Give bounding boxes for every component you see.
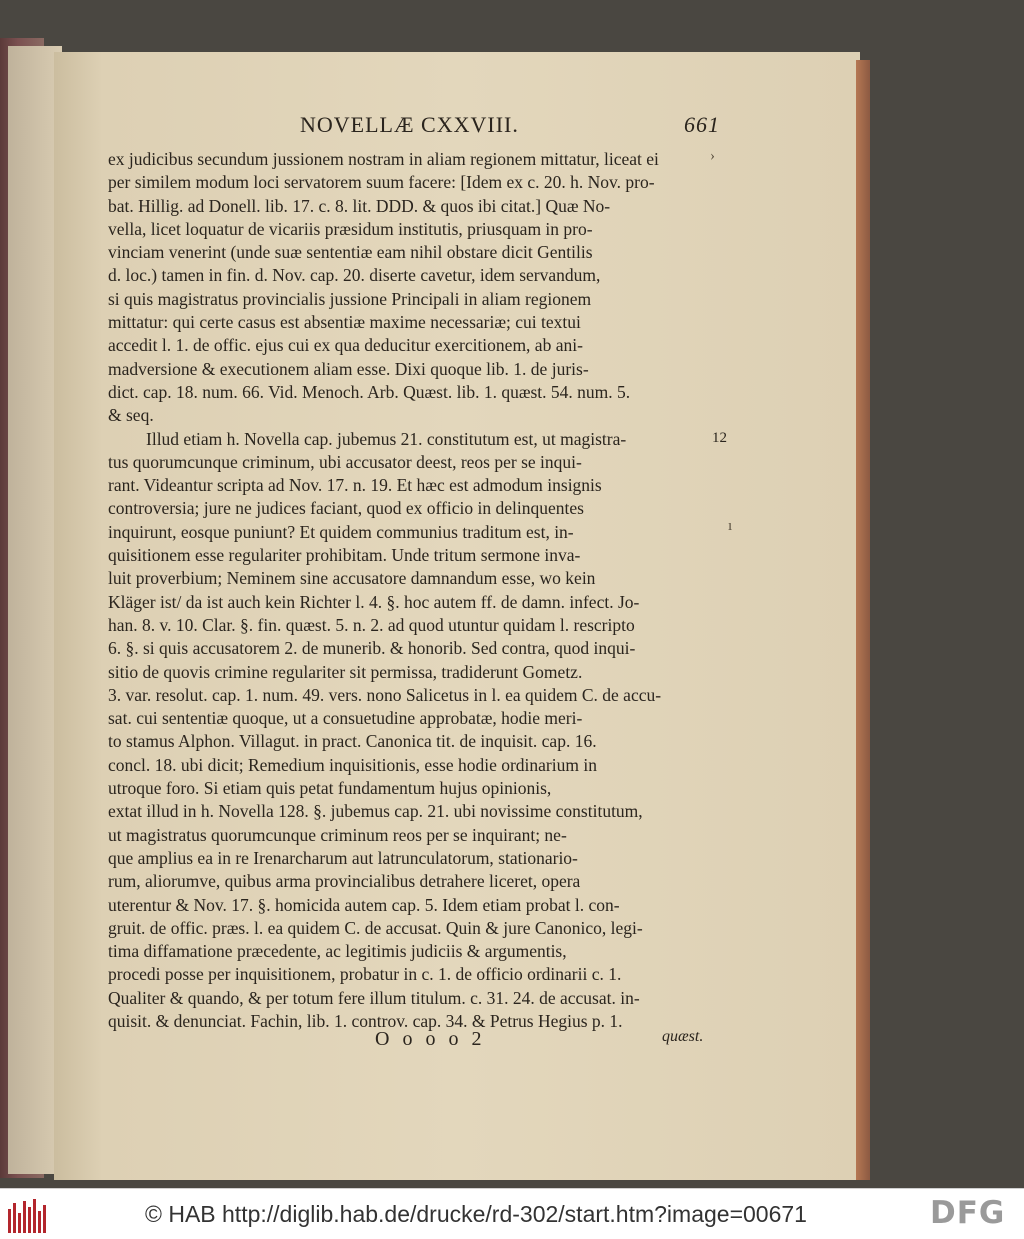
viewer-footer [0, 1188, 1024, 1239]
text-line: quisitionem esse regulariter prohibitam. Unde tritum sermone inva- [108, 545, 581, 566]
text-line: Qualiter & quando, & per totum fere illum titulum. c. 31. 24. de accusat. in- [108, 987, 640, 1008]
text-line: utroque foro. Si etiam quis petat fundamentum hujus opinionis, [108, 778, 552, 799]
text-line: gruit. de offic. præs. l. ea quidem C. de accusat. Quin & jure Canonico, legi- [108, 917, 643, 938]
text-line: vella, licet loquatur de vicariis præsidum institutis, priusquam in pro- [108, 218, 593, 239]
text-line: 3. var. resolut. cap. 1. num. 49. vers. nono Salicetus in l. ea quidem C. de accu- [108, 684, 662, 705]
text-line: madversione & executionem aliam esse. Dixi quoque lib. 1. de juris- [108, 358, 589, 379]
text-line: rant. Videantur scripta ad Nov. 17. n. 19. Et hæc est admodum insignis [108, 475, 602, 496]
hab-logo-icon[interactable] [6, 1197, 50, 1233]
text-line: inquirunt, eosque puniunt? Et quidem communius traditum est, in- [108, 521, 574, 542]
text-line: dict. cap. 18. num. 66. Vid. Menoch. Arb. Quæst. lib. 1. quæst. 54. num. 5. [108, 381, 631, 402]
text-line: luit proverbium; Neminem sine accusatore damnandum esse, wo kein [108, 568, 596, 589]
copyright-link[interactable]: © HAB http://diglib.hab.de/drucke/rd-302/start.htm?image=00671 [145, 1201, 807, 1227]
text-line: sat. cui sententiæ quoque, ut a consuetudine approbatæ, hodie meri- [108, 708, 583, 729]
text-line: que amplius ea in re Irenarcharum aut latrunculatorum, stationario- [108, 847, 578, 868]
text-line: tima diffamatione præcedente, ac legitimis judiciis & argumentis, [108, 941, 567, 962]
text-line: d. loc.) tamen in fin. d. Nov. cap. 20. diserte cavetur, idem servandum, [108, 265, 601, 286]
dfg-logo[interactable]: DFG [930, 1195, 1006, 1231]
text-line: sitio de quovis crimine regulariter sit permissa, tradiderunt Gometz. [108, 661, 583, 682]
text-line: Kläger ist/ da ist auch kein Richter l. 4. §. hoc autem ff. de damn. infect. Jo- [108, 591, 640, 612]
text-line: concl. 18. ubi dicit; Remedium inquisitionis, esse hodie ordinarium in [108, 754, 597, 775]
text-line: uterentur & Nov. 17. §. homicida autem cap. 5. Idem etiam probat l. con- [108, 894, 620, 915]
text-line: 6. §. si quis accusatorem 2. de munerib. & honorib. Sed contra, quod inqui- [108, 638, 636, 659]
text-line: quisit. & denunciat. Fachin, lib. 1. controv. cap. 34. & Petrus Hegius p. 1. [108, 1010, 623, 1031]
text-line: per similem modum loci servatorem suum facere: [Idem ex c. 20. h. Nov. pro- [108, 172, 655, 193]
margin-note: 12 [712, 430, 727, 446]
body-text [108, 148, 708, 1033]
page-number: 661 [684, 112, 720, 137]
text-line: accedit l. 1. de offic. ejus cui ex qua deducitur exercitionem, ab ani- [108, 335, 583, 356]
text-line: controversia; jure ne judices faciant, quod ex officio in delinquentes [108, 498, 584, 519]
text-line: to stamus Alphon. Villagut. in pract. Canonica tit. de inquisit. cap. 16. [108, 731, 597, 752]
text-line: procedi posse per inquisitionem, probatur in c. 1. de officio ordinarii c. 1. [108, 964, 622, 985]
margin-mark: ı [728, 518, 733, 534]
text-line: Illud etiam h. Novella cap. jubemus 21. constitutum est, ut magistra- [146, 428, 627, 449]
page-fore-edge [856, 60, 870, 1180]
text-line: mittatur: qui certe casus est absentiæ maxime necessariæ; cui textui [108, 312, 581, 333]
text-line: extat illud in h. Novella 128. §. jubemus cap. 21. ubi novissime constitutum, [108, 801, 643, 822]
text-line: rum, aliorumve, quibus arma provincialibus detrahere liceret, opera [108, 871, 581, 892]
text-line: bat. Hillig. ad Donell. lib. 17. c. 8. lit. DDD. & quos ibi citat.] Quæ No- [108, 195, 611, 216]
text-line: ut magistratus quorumcunque criminum reos per se inquirant; ne- [108, 824, 567, 845]
running-title: NOVELLÆ CXXVIII. [300, 112, 519, 137]
catchword: quæst. [662, 1028, 704, 1045]
text-line: tus quorumcunque criminum, ubi accusator deest, reos per se inqui- [108, 451, 582, 472]
text-line: si quis magistratus provincialis jussione Principali in aliam regionem [108, 288, 592, 309]
margin-mark: › [710, 148, 715, 164]
text-line: ex judicibus secundum jussionem nostram in aliam regionem mittatur, liceat ei [108, 149, 659, 169]
text-line: han. 8. v. 10. Clar. §. fin. quæst. 5. n. 2. ad quod utuntur quidam l. rescripto [108, 614, 635, 635]
text-line: & seq. [108, 405, 154, 426]
page-header [300, 112, 720, 138]
signature-mark: O o o o 2 [375, 1028, 486, 1050]
text-line: vinciam venerint (unde suæ sententiæ eam nihil obstare dicit Gentilis [108, 242, 593, 263]
